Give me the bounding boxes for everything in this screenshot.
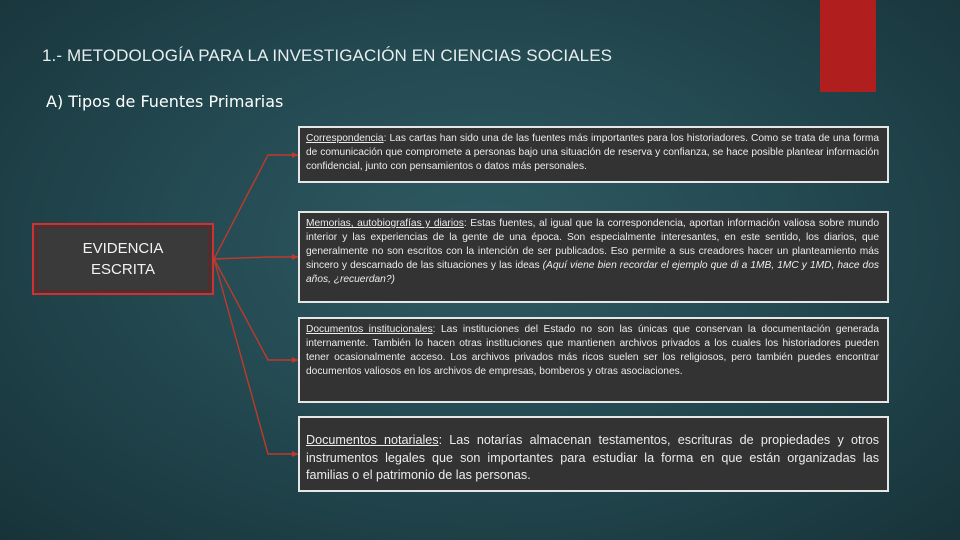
evidence-label: EVIDENCIA ESCRITA (82, 240, 164, 278)
source-body: Las cartas han sido una de las fuentes más importantes para los historiadores. Como se trata de una forma de comunicación que compromete a personas bajo una situación de reserva y confianza, se hace posible plantear información confidencial, junto con pensamientos o datos más personales. (306, 133, 879, 172)
connector-arrow-notariales (214, 259, 298, 454)
source-separator: : (463, 218, 467, 229)
source-body: Las notarías almacenan testamentos, escrituras de propiedades y otros instrumentos legales que son importantes para estudiar la forma en que están organizadas las familias o el patrimonio de las personas. (306, 433, 879, 482)
source-heading: Memorias, autobiografías y diarios (306, 218, 464, 229)
connector-arrow-memorias (214, 257, 298, 259)
source-card-correspondencia (298, 126, 889, 183)
source-heading: Correspondencia (306, 133, 384, 144)
source-heading: Documentos notariales (306, 433, 439, 447)
source-card-memorias (298, 211, 889, 303)
source-card-institucionales (298, 317, 889, 403)
accent-bar (820, 0, 876, 92)
slide-title: 1.- METODOLOGÍA PARA LA INVESTIGACIÓN EN CIENCIAS SOCIALES (42, 46, 613, 65)
source-body: Estas fuentes, al igual que la correspondencia, aportan información valiosa sobre mundo interior y las experiencias de la gente de una época. Son especialmente interesantes, en este sentido, los diarios, que generalmente no son escritos con la intención de ser publicados. Eso permite a sus creadores hacer un planteamiento más sincero y descarnado de las situaciones y las ideas (306, 218, 880, 271)
source-separator: : (438, 433, 443, 447)
source-separator: : (383, 133, 387, 144)
source-note: (Aquí viene bien recordar el ejemplo que di a 1MB, 1MC y 1MD, hace dos años, ¿recuerdan?) (306, 260, 879, 285)
source-heading: Documentos institucionales (306, 324, 433, 335)
connector-arrow-correspondencia (214, 155, 298, 259)
evidence-box (32, 223, 214, 295)
source-body: Las instituciones del Estado no son las únicas que conservan la documentación generada internamente. También lo hacen otras instituciones que mantienen archivos privados a los cuales los historiadores pueden tener ocasionalmente acceso. Los archivos privados más ricos suelen ser los religiosos, pero también puedes encontrar documentos valiosos en los archivos de empresas, bomberos y otras asociaciones. (306, 324, 879, 377)
connector-arrow-institucionales (214, 259, 298, 360)
source-separator: : (432, 324, 436, 335)
slide-subtitle: A) Tipos de Fuentes Primarias (46, 92, 284, 111)
source-card-notariales (298, 416, 889, 492)
